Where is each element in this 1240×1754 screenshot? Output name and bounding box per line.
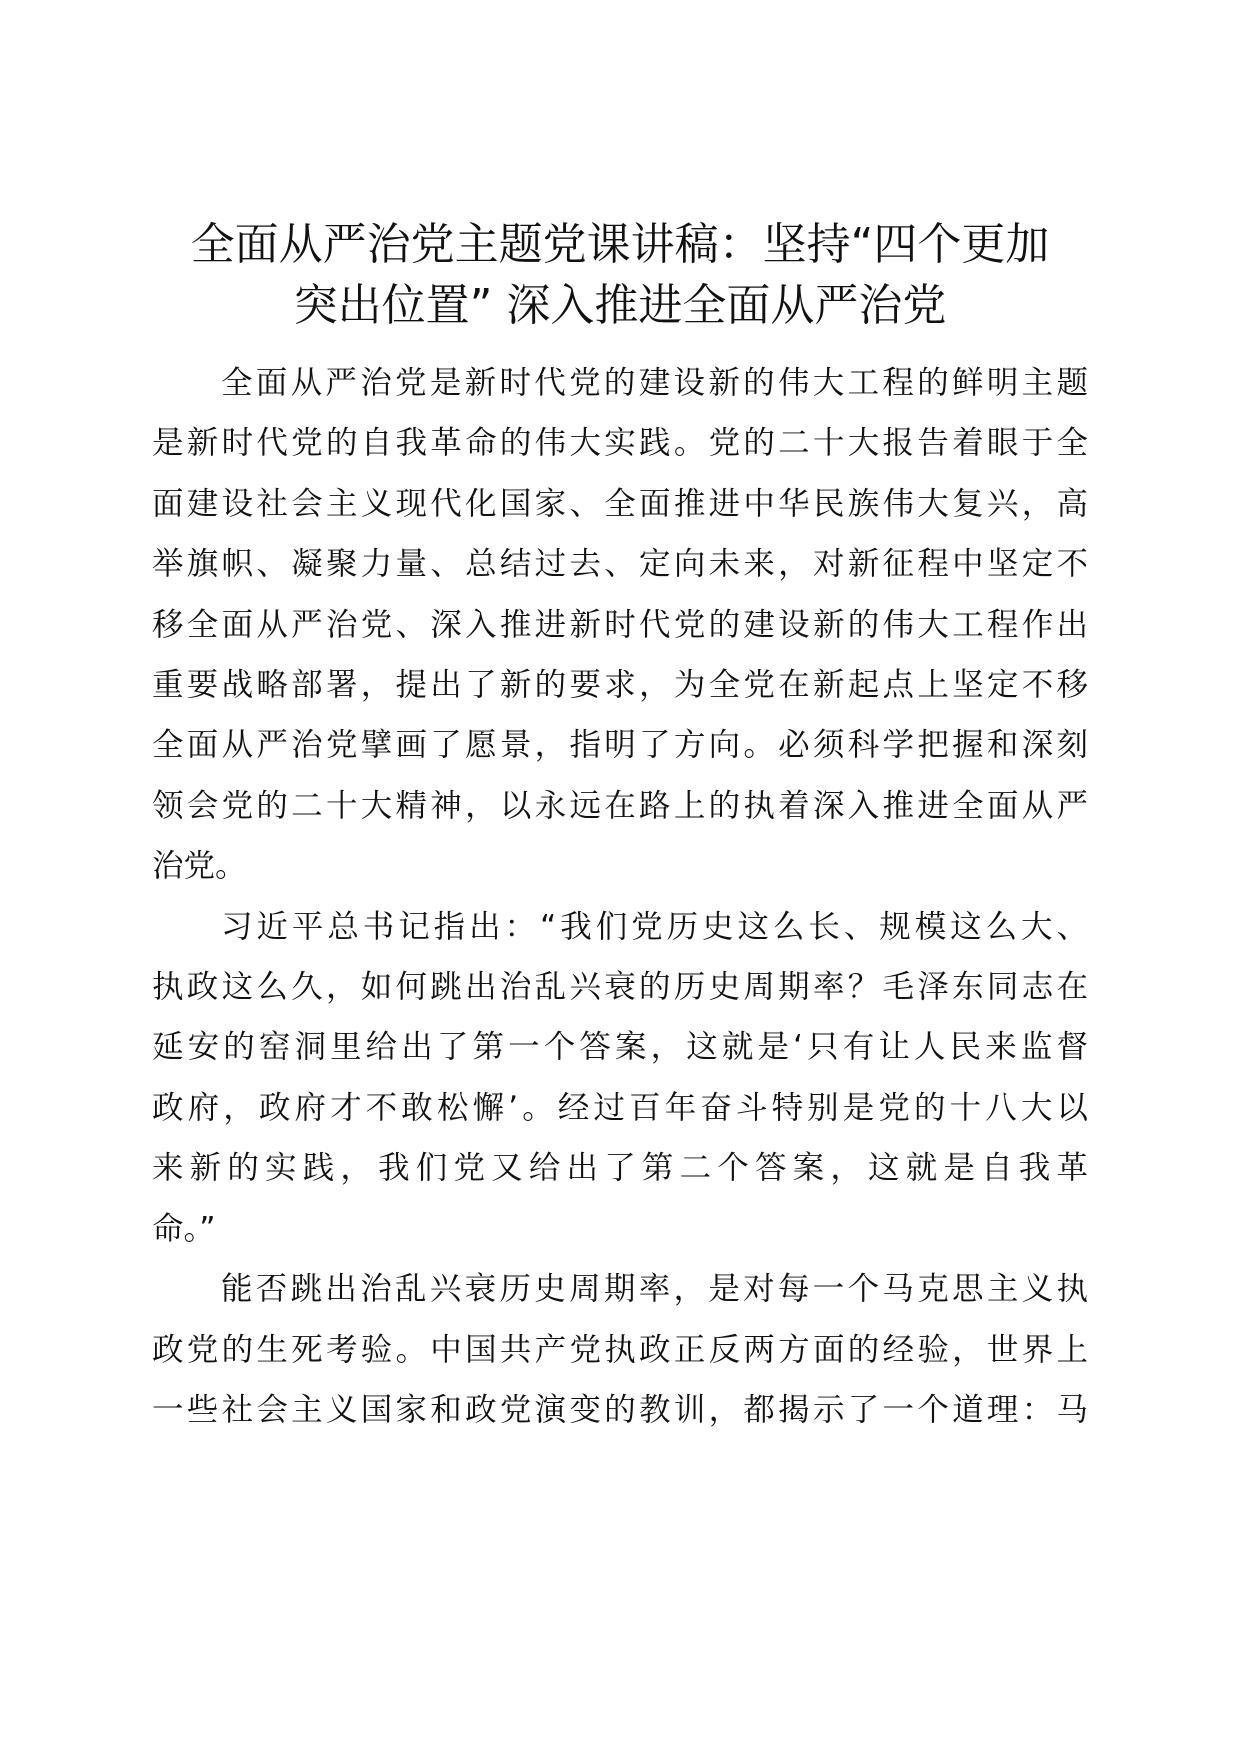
paragraph-1-line: 重要战略部署，提出了新的要求，为全党在新起点上坚定不移 — [152, 667, 1088, 704]
paragraph-2-line: 执政这么久，如何跳出治乱兴衰的历史周期率？毛泽东同志在 — [152, 969, 1088, 1006]
paragraph-1-line: 举旗帜、凝聚力量、总结过去、定向未来，对新征程中坚定不 — [152, 546, 1088, 583]
paragraph-2-line: 命。” — [152, 1210, 216, 1247]
document-title — [130, 214, 1110, 336]
paragraph-2-line: 来新的实践，我们党又给出了第二个答案，这就是自我革 — [152, 1150, 1088, 1187]
paragraph-1 — [152, 353, 1088, 897]
title-line-2: 突出位置” 深入推进全面从严治党 — [293, 280, 947, 331]
paragraph-1-line: 是新时代党的自我革命的伟大实践。党的二十大报告着眼于全 — [152, 425, 1088, 462]
paragraph-3-line: 一些社会主义国家和政党演变的教训，都揭示了一个道理：马 — [152, 1391, 1088, 1428]
paragraph-3 — [152, 1259, 1088, 1440]
document-body — [152, 353, 1088, 1440]
paragraph-2-line: 政府，政府才不敢松懈’。经过百年奋斗特别是党的十八大以 — [152, 1089, 1088, 1126]
paragraph-2-line: 延安的窑洞里给出了第一个答案，这就是‘只有让人民来监督 — [152, 1029, 1088, 1066]
title-line-1: 全面从严治党主题党课讲稿：坚持“四个更加 — [190, 219, 1050, 270]
paragraph-3-line: 政党的生死考验。中国共产党执政正反两方面的经验，世界上 — [152, 1331, 1088, 1368]
paragraph-1-line: 治党。 — [152, 848, 247, 885]
paragraph-1-line: 面建设社会主义现代化国家、全面推进中华民族伟大复兴，高 — [152, 485, 1088, 522]
paragraph-3-line: 能否跳出治乱兴衰历史周期率，是对每一个马克思主义执 — [221, 1271, 1088, 1308]
paragraph-1-line: 全面从严治党擘画了愿景，指明了方向。必须科学把握和深刻 — [152, 727, 1088, 764]
paragraph-1-line: 全面从严治党是新时代党的建设新的伟大工程的鲜明主题 — [221, 365, 1088, 401]
paragraph-1-line: 移全面从严治党、深入推进新时代党的建设新的伟大工程作出 — [152, 606, 1088, 643]
paragraph-1-line: 领会党的二十大精神，以永远在路上的执着深入推进全面从严 — [152, 787, 1088, 824]
paragraph-2-line: 习近平总书记指出：“我们党历史这么长、规模这么大、 — [221, 908, 1088, 945]
paragraph-2 — [152, 897, 1088, 1259]
